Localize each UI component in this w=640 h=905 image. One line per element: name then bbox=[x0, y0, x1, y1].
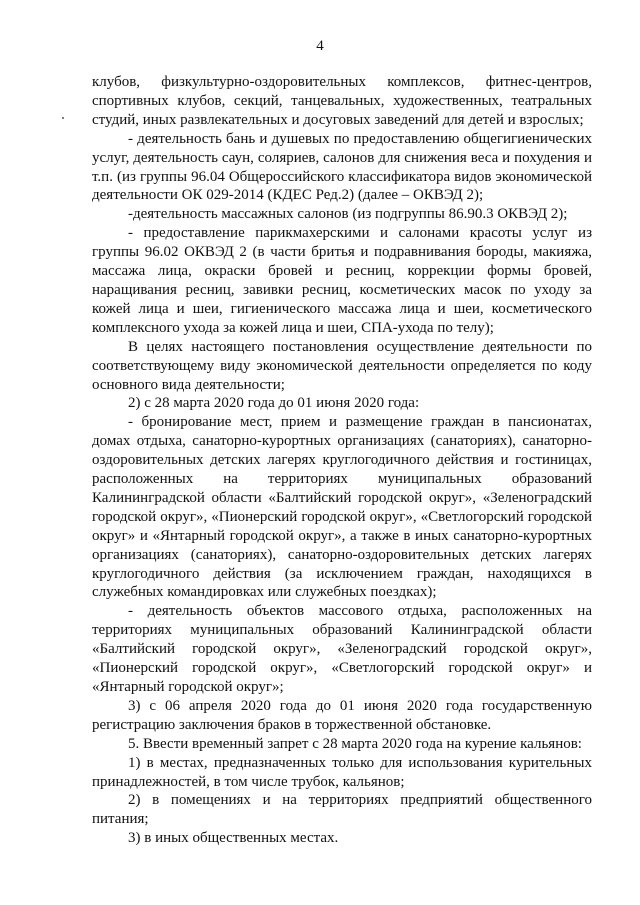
paragraph: - бронирование мест, прием и размещение граждан в пансионатах, домах отдыха, санаторно-курортных организациях (санаториях), санаторно-оздоровительных детских лагерях круглогодичного действия и гостиницах, расположенных на территориях муниципальных образований Калининградской области «Балтийский городской округ», «Зеленоградский городской округ», «Пионерский городской округ», «Светлогорский городской округ» и «Янтарный городской округ», а также в иных санаторно-курортных организациях (санаториях), санаторно-оздоровительных детских лагерях круглогодичного действия (за исключением граждан, находящихся в служебных командировках или служебных поездках); bbox=[92, 414, 592, 601]
paragraph: 1) в местах, предназначенных только для использования курительных принадлежностей, в том числе трубок, кальянов; bbox=[92, 754, 592, 790]
paragraph: - предоставление парикмахерскими и салонами красоты услуг из группы 96.02 ОКВЭД 2 (в части бритья и подравнивания бороды, макияжа, массажа лица, окраски бровей и ресниц, коррекции формы бровей, наращивания ресниц, завивки ресниц, косметических масок по уходу за кожей лица и шеи, гигиенического массажа лица и шеи, косметического комплексного ухода за кожей лица и шеи, СПА-ухода по телу); bbox=[92, 225, 592, 336]
paragraph: - деятельность объектов массового отдыха, расположенных на территориях муниципальных образований Калининградской области «Балтийский городской округ», «Зеленоградский городской округ», «Пионерский городской округ», «Светлогорский городской округ» и «Янтарный городской округ»; bbox=[92, 603, 592, 695]
paragraph: В целях настоящего постановления осуществление деятельности по соответствующему виду экономической деятельности определяется по коду основного вида деятельности; bbox=[92, 338, 592, 393]
page-number: 4 bbox=[316, 38, 324, 54]
document-body bbox=[92, 73, 592, 848]
paragraph: - деятельность бань и душевых по предоставлению общегигиенических услуг, деятельность саун, соляриев, салонов для снижения веса и похудения и т.п. (из группы 96.04 Общероссийского классификатора видов экономической деятельности ОК 029-2014 (КДЕС Ред.2) (далее – ОКВЭД 2); bbox=[92, 130, 592, 204]
paragraph: 2) с 28 марта 2020 года до 01 июня 2020 года: bbox=[128, 395, 420, 412]
paragraph: -деятельность массажных салонов (из подгруппы 86.90.3 ОКВЭД 2); bbox=[128, 206, 568, 223]
paragraph: 2) в помещениях и на территориях предприятий общественного питания; bbox=[92, 792, 592, 828]
paragraph: клубов, физкультурно-оздоровительных комплексов, фитнес-центров, спортивных клубов, секций, танцевальных, художественных, театральных студий, иных развлекательных и досуговых заведений для детей и взрослых; bbox=[92, 74, 592, 128]
paragraph: 3) в иных общественных местах. bbox=[128, 830, 339, 847]
scan-artifact-dot bbox=[62, 117, 64, 119]
paragraph: 3) с 06 апреля 2020 года до 01 июня 2020 года государственную регистрацию заключения браков в торжественной обстановке. bbox=[92, 697, 592, 733]
paragraph: 5. Ввести временный запрет с 28 марта 2020 года на курение кальянов: bbox=[128, 735, 582, 752]
